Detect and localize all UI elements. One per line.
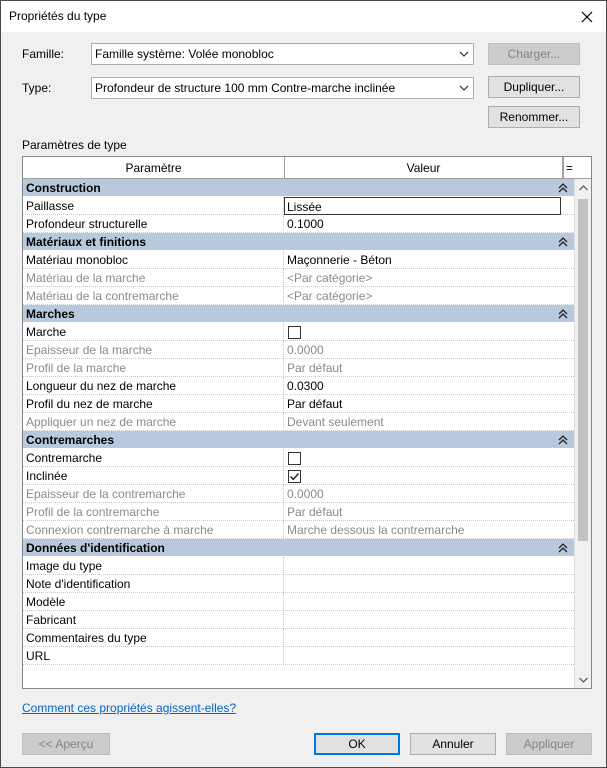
duplicate-button[interactable]: Dupliquer... [488, 76, 580, 98]
parameter-name: Matériau de la marche [23, 269, 284, 287]
parameter-name: Paillasse [23, 197, 284, 215]
grid-scrollbar[interactable] [574, 179, 591, 688]
group-title: Construction [26, 181, 101, 195]
table-row [23, 467, 574, 485]
parameter-name: Modèle [23, 593, 284, 611]
parameter-value[interactable]: Maçonnerie - Béton [287, 253, 392, 267]
parameter-checkbox[interactable] [288, 470, 301, 483]
parameter-name: Commentaires du type [23, 629, 284, 647]
group-header[interactable] [23, 431, 574, 449]
parameter-name: Epaisseur de la contremarche [23, 485, 284, 503]
chevron-down-icon [579, 677, 588, 683]
parameter-value[interactable] [285, 611, 574, 629]
type-label: Type: [22, 81, 52, 95]
table-row [23, 251, 574, 269]
chevron-up-icon [579, 185, 588, 191]
parameter-value[interactable]: Par défaut [287, 397, 343, 411]
parameter-value: Devant seulement [287, 415, 384, 429]
parameter-value: Par défaut [287, 505, 343, 519]
parameter-name: Matériau de la contremarche [23, 287, 284, 305]
parameter-name: Matériau monobloc [23, 251, 284, 269]
close-icon [581, 11, 593, 23]
type-value: Profondeur de structure 100 mm Contre-marche inclinée [95, 81, 396, 95]
scroll-down-button[interactable] [575, 671, 592, 688]
parameter-value: <Par catégorie> [287, 289, 373, 303]
table-row [23, 449, 574, 467]
table-row [23, 215, 574, 233]
parameter-checkbox[interactable] [288, 452, 301, 465]
table-row [23, 359, 574, 377]
scroll-thumb[interactable] [578, 199, 588, 541]
group-header[interactable] [23, 233, 574, 251]
title-bar [1, 1, 606, 32]
parameter-value: Marche dessous la contremarche [287, 523, 465, 537]
table-row [23, 503, 574, 521]
parameter-value: 0.0000 [287, 487, 324, 501]
parameter-value[interactable] [285, 629, 574, 647]
double-chevron-up-icon[interactable] [558, 434, 568, 446]
parameter-value[interactable] [285, 575, 574, 593]
group-title: Contremarches [26, 433, 115, 447]
parameter-value[interactable] [285, 449, 574, 467]
group-header[interactable] [23, 179, 574, 197]
group-title: Données d'identification [26, 541, 165, 555]
table-row [23, 611, 574, 629]
table-row [23, 269, 574, 287]
family-dropdown[interactable] [91, 43, 474, 65]
parameter-value: Par défaut [287, 361, 343, 375]
parameter-value: 0.0000 [287, 343, 324, 357]
column-header-sort[interactable]: = [563, 157, 575, 178]
table-row [23, 323, 574, 341]
parameter-name: Longueur du nez de marche [23, 377, 284, 395]
parameter-name: Note d'identification [23, 575, 284, 593]
table-row [23, 413, 574, 431]
table-row [23, 557, 574, 575]
double-chevron-up-icon[interactable] [558, 182, 568, 194]
parameter-value[interactable] [285, 323, 574, 341]
table-row [23, 485, 574, 503]
chevron-down-icon [459, 81, 469, 95]
column-header-parameter[interactable]: Paramètre [23, 157, 285, 178]
table-row [23, 395, 574, 413]
parameters-grid [22, 156, 592, 689]
chevron-down-icon [459, 47, 469, 61]
grid-header [23, 157, 591, 179]
table-row [23, 575, 574, 593]
type-parameters-label: Paramètres de type [22, 138, 127, 152]
parameter-value[interactable]: 0.0300 [287, 379, 324, 393]
parameter-name: Profil du nez de marche [23, 395, 284, 413]
table-row [23, 593, 574, 611]
parameter-value[interactable]: 0.1000 [287, 217, 324, 231]
parameter-name: URL [23, 647, 284, 665]
scroll-up-button[interactable] [575, 179, 592, 196]
column-header-value[interactable]: Valeur [285, 157, 563, 178]
family-value: Famille système: Volée monobloc [95, 47, 274, 61]
parameter-value[interactable] [285, 647, 574, 665]
table-row [23, 521, 574, 539]
load-button[interactable]: Charger... [488, 43, 580, 65]
group-title: Matériaux et finitions [26, 235, 147, 249]
help-link[interactable]: Comment ces propriétés agissent-elles? [22, 701, 237, 715]
parameter-value[interactable] [285, 557, 574, 575]
parameter-name: Profil de la contremarche [23, 503, 284, 521]
table-row [23, 287, 574, 305]
parameter-name: Contremarche [23, 449, 284, 467]
family-label: Famille: [22, 47, 65, 61]
table-row [23, 197, 574, 215]
double-chevron-up-icon[interactable] [558, 236, 568, 248]
ok-button[interactable]: OK [314, 733, 400, 755]
double-chevron-up-icon[interactable] [558, 308, 568, 320]
cancel-button[interactable]: Annuler [410, 733, 496, 755]
parameter-name: Inclinée [23, 467, 284, 485]
parameter-name: Image du type [23, 557, 284, 575]
checkmark-icon [289, 471, 300, 482]
parameter-name: Appliquer un nez de marche [23, 413, 284, 431]
parameter-name: Marche [23, 323, 284, 341]
parameter-value[interactable] [285, 467, 574, 485]
table-row [23, 647, 574, 665]
type-dropdown[interactable] [91, 77, 474, 99]
parameter-value[interactable]: Lissée [284, 197, 561, 215]
group-header[interactable] [23, 539, 574, 557]
close-button[interactable] [568, 1, 606, 32]
group-title: Marches [26, 307, 75, 321]
parameter-value: <Par catégorie> [287, 271, 373, 285]
double-chevron-up-icon[interactable] [558, 542, 568, 554]
parameter-name: Epaisseur de la marche [23, 341, 284, 359]
parameter-name: Profondeur structurelle [23, 215, 284, 233]
table-row [23, 377, 574, 395]
window-title: Propriétés du type [9, 9, 107, 23]
parameter-name: Connexion contremarche à marche [23, 521, 284, 539]
preview-button[interactable]: << Aperçu [22, 733, 110, 755]
rename-button[interactable]: Renommer... [488, 106, 580, 128]
parameter-value[interactable] [285, 593, 574, 611]
table-row [23, 341, 574, 359]
parameter-name: Fabricant [23, 611, 284, 629]
table-row [23, 629, 574, 647]
apply-button[interactable]: Appliquer [506, 733, 592, 755]
parameter-checkbox[interactable] [288, 326, 301, 339]
parameter-name: Profil de la marche [23, 359, 284, 377]
group-header[interactable] [23, 305, 574, 323]
